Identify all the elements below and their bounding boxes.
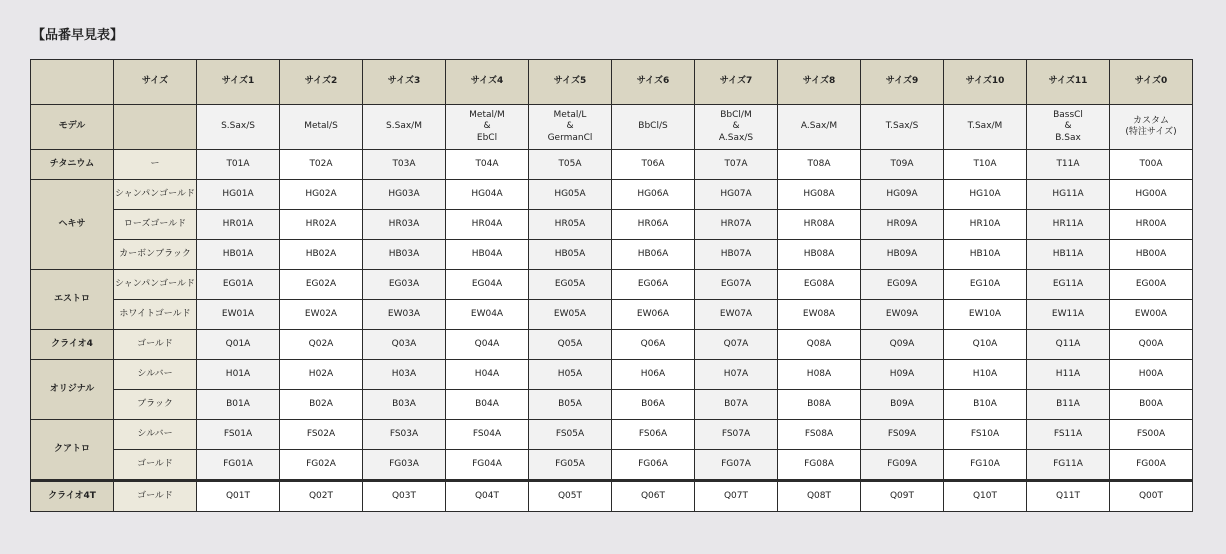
table-row — [31, 240, 1193, 270]
model-line: BbCl/S — [638, 121, 668, 132]
part-code-cell: FS10A — [944, 420, 1027, 450]
part-code-cell: FS05A — [529, 420, 612, 450]
part-code-cell: HR09A — [861, 210, 944, 240]
part-code-cell: HG10A — [944, 180, 1027, 210]
part-code-cell: EG11A — [1027, 270, 1110, 300]
model-line: & — [732, 121, 740, 132]
part-code-cell: EW06A — [612, 300, 695, 330]
part-code-cell: H03A — [363, 360, 446, 390]
model-line: S.Sax/S — [221, 121, 255, 132]
part-code-cell: HR04A — [446, 210, 529, 240]
model-cell — [197, 105, 280, 150]
part-code-cell: EW07A — [695, 300, 778, 330]
finish-cell: ー — [114, 150, 197, 180]
part-code-cell: EG03A — [363, 270, 446, 300]
part-code-cell: Q02A — [280, 330, 363, 360]
part-code-cell: EW11A — [1027, 300, 1110, 330]
model-group-cell: クライオ4 — [31, 330, 114, 360]
part-code-cell: HB02A — [280, 240, 363, 270]
part-code-cell: Q02T — [280, 481, 363, 512]
part-code-cell: HR11A — [1027, 210, 1110, 240]
part-code-cell: HG04A — [446, 180, 529, 210]
model-line: T.Sax/M — [967, 121, 1003, 132]
size-header-cell: サイズ3 — [363, 60, 446, 105]
part-code-cell: H10A — [944, 360, 1027, 390]
part-code-cell: HB11A — [1027, 240, 1110, 270]
part-code-cell: Q11T — [1027, 481, 1110, 512]
part-code-cell: Q10T — [944, 481, 1027, 512]
part-code-cell: Q07A — [695, 330, 778, 360]
model-line: Metal/M — [469, 110, 505, 121]
part-code-cell: EW00A — [1110, 300, 1193, 330]
part-code-cell: HR08A — [778, 210, 861, 240]
part-code-cell: Q04A — [446, 330, 529, 360]
finish-cell: シルバー — [114, 360, 197, 390]
part-code-cell: H00A — [1110, 360, 1193, 390]
finish-cell: カーボンブラック — [114, 240, 197, 270]
size-header-cell: サイズ10 — [944, 60, 1027, 105]
part-code-cell: EW01A — [197, 300, 280, 330]
model-row — [31, 105, 1193, 150]
table-row — [31, 180, 1193, 210]
model-line: & — [1064, 121, 1072, 132]
part-code-cell: B04A — [446, 390, 529, 420]
model-cell — [778, 105, 861, 150]
part-code-cell: FG09A — [861, 450, 944, 481]
part-code-cell: HG07A — [695, 180, 778, 210]
part-number-table — [30, 59, 1193, 512]
part-code-cell: EW04A — [446, 300, 529, 330]
table-row — [31, 481, 1193, 512]
part-code-cell: EW02A — [280, 300, 363, 330]
part-code-cell: T04A — [446, 150, 529, 180]
part-code-cell: Q00T — [1110, 481, 1193, 512]
size-header-cell: サイズ5 — [529, 60, 612, 105]
table-row — [31, 420, 1193, 450]
model-group-cell: エストロ — [31, 270, 114, 330]
part-code-cell: HG03A — [363, 180, 446, 210]
part-code-cell: B02A — [280, 390, 363, 420]
model-line: & — [483, 121, 491, 132]
part-code-cell: FS04A — [446, 420, 529, 450]
part-code-cell: Q04T — [446, 481, 529, 512]
part-code-cell: HB04A — [446, 240, 529, 270]
part-code-cell: H01A — [197, 360, 280, 390]
part-code-cell: FS02A — [280, 420, 363, 450]
model-cell — [612, 105, 695, 150]
model-line: Metal/L — [553, 110, 587, 121]
table-row — [31, 150, 1193, 180]
model-group-cell: クライオ4T — [31, 481, 114, 512]
part-code-cell: EG00A — [1110, 270, 1193, 300]
header-corner-cell — [31, 60, 114, 105]
part-code-cell: H07A — [695, 360, 778, 390]
model-cell — [1110, 105, 1193, 150]
model-cell — [280, 105, 363, 150]
page-title: 【品番早見表】 — [32, 28, 124, 43]
part-code-cell: HR05A — [529, 210, 612, 240]
part-code-cell: HB03A — [363, 240, 446, 270]
table-header-row — [31, 60, 1193, 105]
part-code-cell: EG10A — [944, 270, 1027, 300]
part-code-cell: FS09A — [861, 420, 944, 450]
table-row — [31, 300, 1193, 330]
finish-cell: ブラック — [114, 390, 197, 420]
part-code-cell: Q07T — [695, 481, 778, 512]
part-code-cell: FG07A — [695, 450, 778, 481]
part-code-cell: EW03A — [363, 300, 446, 330]
part-code-cell: HR00A — [1110, 210, 1193, 240]
part-code-cell: B08A — [778, 390, 861, 420]
model-group-cell: オリジナル — [31, 360, 114, 420]
part-code-cell: HG01A — [197, 180, 280, 210]
part-code-cell: EG01A — [197, 270, 280, 300]
model-cell — [944, 105, 1027, 150]
table-row — [31, 330, 1193, 360]
part-code-cell: FS08A — [778, 420, 861, 450]
part-code-cell: EG02A — [280, 270, 363, 300]
part-code-cell: Q06A — [612, 330, 695, 360]
finish-cell: シルバー — [114, 420, 197, 450]
model-line: A.Sax/S — [718, 132, 754, 143]
part-code-cell: FS07A — [695, 420, 778, 450]
part-code-cell: H09A — [861, 360, 944, 390]
part-code-cell: HB09A — [861, 240, 944, 270]
part-code-cell: T09A — [861, 150, 944, 180]
finish-cell: シャンパンゴールド — [114, 180, 197, 210]
part-code-cell: Q08A — [778, 330, 861, 360]
part-code-cell: FG11A — [1027, 450, 1110, 481]
part-code-cell: B01A — [197, 390, 280, 420]
part-code-cell: HB00A — [1110, 240, 1193, 270]
part-code-cell: B05A — [529, 390, 612, 420]
part-code-cell: Q05T — [529, 481, 612, 512]
part-code-cell: HG08A — [778, 180, 861, 210]
table-row — [31, 450, 1193, 481]
part-code-cell: FS06A — [612, 420, 695, 450]
part-code-cell: T05A — [529, 150, 612, 180]
part-code-cell: EW05A — [529, 300, 612, 330]
part-code-cell: FS03A — [363, 420, 446, 450]
part-code-cell: EG09A — [861, 270, 944, 300]
finish-cell: シャンパンゴールド — [114, 270, 197, 300]
part-code-cell: EW09A — [861, 300, 944, 330]
model-line: A.Sax/M — [800, 121, 838, 132]
part-code-cell: T03A — [363, 150, 446, 180]
part-code-cell: EG04A — [446, 270, 529, 300]
part-code-cell: FS00A — [1110, 420, 1193, 450]
part-code-cell: EG06A — [612, 270, 695, 300]
model-line: T.Sax/S — [885, 121, 919, 132]
part-code-cell: FS11A — [1027, 420, 1110, 450]
part-code-cell: Q10A — [944, 330, 1027, 360]
model-cell — [695, 105, 778, 150]
part-code-cell: B09A — [861, 390, 944, 420]
part-code-cell: H02A — [280, 360, 363, 390]
model-line: GermanCl — [547, 132, 593, 143]
size-header-cell: サイズ6 — [612, 60, 695, 105]
model-line: S.Sax/M — [386, 121, 422, 132]
part-code-cell: HB01A — [197, 240, 280, 270]
model-blank-cell — [114, 105, 197, 150]
part-code-cell: FG03A — [363, 450, 446, 481]
part-code-cell: T11A — [1027, 150, 1110, 180]
part-code-cell: H04A — [446, 360, 529, 390]
part-code-cell: HG05A — [529, 180, 612, 210]
model-cell — [861, 105, 944, 150]
model-group-cell: チタニウム — [31, 150, 114, 180]
part-code-cell: T07A — [695, 150, 778, 180]
part-code-cell: FG01A — [197, 450, 280, 481]
part-code-cell: FS01A — [197, 420, 280, 450]
size-header-cell: サイズ2 — [280, 60, 363, 105]
model-cell — [363, 105, 446, 150]
finish-cell: ゴールド — [114, 330, 197, 360]
part-code-cell: HG11A — [1027, 180, 1110, 210]
part-code-cell: HG02A — [280, 180, 363, 210]
part-code-cell: HB08A — [778, 240, 861, 270]
finish-cell: ゴールド — [114, 450, 197, 481]
table-row — [31, 210, 1193, 240]
part-code-cell: B06A — [612, 390, 695, 420]
part-code-cell: B10A — [944, 390, 1027, 420]
part-code-cell: HR02A — [280, 210, 363, 240]
size-header-cell: サイズ7 — [695, 60, 778, 105]
model-cell — [446, 105, 529, 150]
part-code-cell: Q03T — [363, 481, 446, 512]
model-line: BassCl — [1053, 110, 1083, 121]
model-line: カスタム — [1132, 115, 1169, 126]
model-line: EbCl — [476, 132, 498, 143]
part-code-cell: H05A — [529, 360, 612, 390]
size-header-cell: サイズ11 — [1027, 60, 1110, 105]
model-line: & — [566, 121, 574, 132]
part-code-cell: HG00A — [1110, 180, 1193, 210]
part-code-cell: Q08T — [778, 481, 861, 512]
part-code-cell: FG02A — [280, 450, 363, 481]
part-code-cell: HR01A — [197, 210, 280, 240]
part-code-cell: B07A — [695, 390, 778, 420]
part-code-cell: HR03A — [363, 210, 446, 240]
part-code-cell: Q09T — [861, 481, 944, 512]
part-code-cell: B00A — [1110, 390, 1193, 420]
part-code-cell: Q09A — [861, 330, 944, 360]
size-header-cell: サイズ9 — [861, 60, 944, 105]
part-code-cell: EW10A — [944, 300, 1027, 330]
model-line: B.Sax — [1055, 132, 1081, 143]
finish-cell: ゴールド — [114, 481, 197, 512]
part-code-cell: HB05A — [529, 240, 612, 270]
part-code-cell: FG10A — [944, 450, 1027, 481]
part-code-cell: Q01T — [197, 481, 280, 512]
size-header-cell: サイズ8 — [778, 60, 861, 105]
part-code-cell: T06A — [612, 150, 695, 180]
table-row — [31, 270, 1193, 300]
size-header-cell: サイズ1 — [197, 60, 280, 105]
model-line: (特注サイズ) — [1125, 127, 1177, 137]
part-code-cell: H06A — [612, 360, 695, 390]
part-code-cell: HB10A — [944, 240, 1027, 270]
part-code-cell: T10A — [944, 150, 1027, 180]
part-code-cell: H11A — [1027, 360, 1110, 390]
part-code-cell: FG08A — [778, 450, 861, 481]
size-header-cell: サイズ0 — [1110, 60, 1193, 105]
part-code-cell: FG04A — [446, 450, 529, 481]
table-row — [31, 390, 1193, 420]
part-code-cell: Q11A — [1027, 330, 1110, 360]
part-code-cell: Q01A — [197, 330, 280, 360]
part-code-cell: HG06A — [612, 180, 695, 210]
model-cell — [1027, 105, 1110, 150]
part-code-cell: HR07A — [695, 210, 778, 240]
part-code-cell: Q00A — [1110, 330, 1193, 360]
model-group-cell: クアトロ — [31, 420, 114, 481]
part-code-cell: Q05A — [529, 330, 612, 360]
part-code-cell: H08A — [778, 360, 861, 390]
part-code-cell: HB06A — [612, 240, 695, 270]
part-code-cell: FG05A — [529, 450, 612, 481]
part-code-cell: T00A — [1110, 150, 1193, 180]
model-group-cell: ヘキサ — [31, 180, 114, 270]
part-code-cell: T01A — [197, 150, 280, 180]
finish-cell: ホワイトゴールド — [114, 300, 197, 330]
part-code-cell: HG09A — [861, 180, 944, 210]
part-code-cell: EG05A — [529, 270, 612, 300]
size-label-cell: サイズ — [114, 60, 197, 105]
model-line: BbCl/M — [720, 110, 752, 121]
part-code-cell: EW08A — [778, 300, 861, 330]
model-cell — [529, 105, 612, 150]
part-code-cell: B11A — [1027, 390, 1110, 420]
part-code-cell: EG08A — [778, 270, 861, 300]
part-code-cell: HB07A — [695, 240, 778, 270]
part-code-cell: HR10A — [944, 210, 1027, 240]
model-label-cell: モデル — [31, 105, 114, 150]
part-code-cell: Q03A — [363, 330, 446, 360]
part-code-cell: HR06A — [612, 210, 695, 240]
part-code-cell: T02A — [280, 150, 363, 180]
model-line: Metal/S — [304, 121, 338, 132]
part-code-cell: FG00A — [1110, 450, 1193, 481]
part-code-cell: FG06A — [612, 450, 695, 481]
part-code-cell: EG07A — [695, 270, 778, 300]
finish-cell: ローズゴールド — [114, 210, 197, 240]
table-row — [31, 360, 1193, 390]
part-code-cell: T08A — [778, 150, 861, 180]
size-header-cell: サイズ4 — [446, 60, 529, 105]
part-code-cell: B03A — [363, 390, 446, 420]
part-code-cell: Q06T — [612, 481, 695, 512]
